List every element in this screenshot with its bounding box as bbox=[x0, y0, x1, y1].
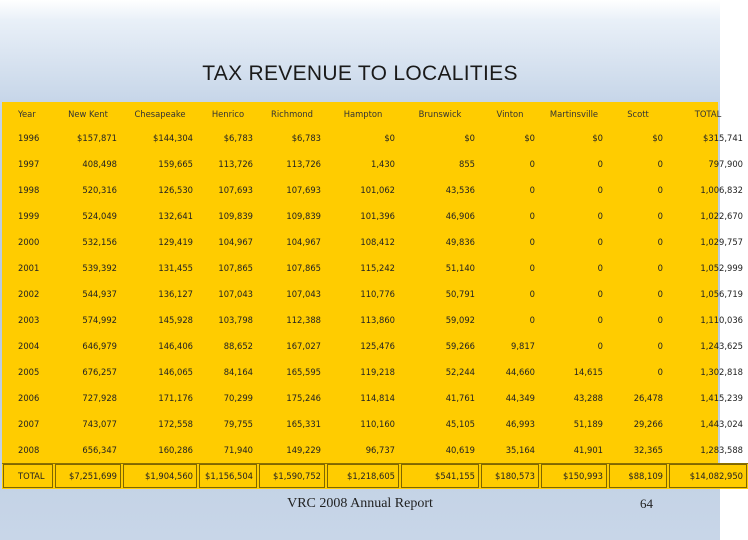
total-cell: $1,156,504 bbox=[198, 463, 258, 489]
table-cell: 26,478 bbox=[633, 393, 663, 403]
table-cell: 107,693 bbox=[286, 185, 321, 195]
column-header: Richmond bbox=[271, 108, 313, 119]
table-cell: 539,392 bbox=[82, 263, 117, 273]
table-cell: 797,900 bbox=[708, 159, 743, 169]
table-cell: 175,246 bbox=[286, 393, 321, 403]
table-row bbox=[2, 177, 748, 203]
table-cell: 103,798 bbox=[218, 315, 253, 325]
table-cell: 52,244 bbox=[445, 367, 475, 377]
table-cell: $6,783 bbox=[291, 133, 321, 143]
footer-text: VRC 2008 Annual Report bbox=[287, 496, 433, 511]
table-cell: 70,299 bbox=[223, 393, 253, 403]
table-cell: $0 bbox=[652, 133, 663, 143]
table-cell: 0 bbox=[657, 211, 663, 221]
table-cell: 0 bbox=[529, 315, 535, 325]
row-year: 2001 bbox=[18, 263, 40, 273]
table-cell: 172,558 bbox=[158, 419, 193, 429]
table-cell: 0 bbox=[597, 341, 603, 351]
total-row bbox=[2, 463, 748, 489]
table-cell: $144,304 bbox=[153, 133, 193, 143]
row-year: 2002 bbox=[18, 289, 40, 299]
table-cell: 44,349 bbox=[505, 393, 535, 403]
table-cell: 113,726 bbox=[218, 159, 253, 169]
table-cell: 656,347 bbox=[82, 444, 117, 455]
table-cell: 1,029,757 bbox=[700, 237, 743, 247]
table-cell: 0 bbox=[657, 159, 663, 169]
table-cell: 43,536 bbox=[445, 185, 475, 195]
total-cell: $88,109 bbox=[608, 463, 668, 489]
table-row bbox=[2, 255, 748, 281]
column-header: TOTAL bbox=[694, 108, 722, 119]
table-cell: 160,286 bbox=[158, 444, 193, 455]
table-cell: 50,791 bbox=[445, 289, 475, 299]
total-cell: $150,993 bbox=[540, 463, 608, 489]
table-cell: 41,761 bbox=[445, 393, 475, 403]
table-cell: 29,266 bbox=[633, 419, 663, 429]
total-cell: $7,251,699 bbox=[54, 463, 122, 489]
row-year: 2006 bbox=[18, 393, 40, 403]
table-cell: 727,928 bbox=[82, 393, 117, 403]
table-cell: 88,652 bbox=[223, 341, 253, 351]
column-header: Hampton bbox=[343, 108, 383, 119]
slide-title: TAX REVENUE TO LOCALITIES bbox=[202, 62, 518, 85]
table-cell: 40,619 bbox=[445, 444, 475, 455]
table-cell: 119,218 bbox=[360, 367, 395, 377]
table-cell: 136,127 bbox=[158, 289, 193, 299]
table-cell: 46,993 bbox=[505, 419, 535, 429]
table-cell: 43,288 bbox=[573, 393, 603, 403]
table-row bbox=[2, 281, 748, 307]
table-cell: 132,641 bbox=[158, 211, 193, 221]
table-cell: 0 bbox=[657, 237, 663, 247]
table-cell: 104,967 bbox=[286, 237, 321, 247]
column-header: Scott bbox=[627, 108, 649, 119]
table-cell: 1,302,818 bbox=[700, 367, 743, 377]
total-cell: $14,082,950 bbox=[668, 463, 748, 489]
table-cell: 574,992 bbox=[82, 315, 117, 325]
table-cell: 113,860 bbox=[360, 315, 395, 325]
table-cell: 167,027 bbox=[286, 341, 321, 351]
table-cell: 35,164 bbox=[505, 444, 535, 455]
table-cell: 1,056,719 bbox=[700, 289, 743, 299]
table-cell: 44,660 bbox=[505, 367, 535, 377]
table-cell: 84,164 bbox=[223, 367, 253, 377]
table-cell: 113,726 bbox=[286, 159, 321, 169]
table-cell: 59,092 bbox=[445, 315, 475, 325]
table-cell: 49,836 bbox=[445, 237, 475, 247]
row-year: 1998 bbox=[18, 185, 40, 195]
table-cell: 0 bbox=[657, 341, 663, 351]
table-cell: 520,316 bbox=[82, 185, 117, 195]
table-cell: 408,498 bbox=[82, 159, 117, 169]
table-row bbox=[2, 411, 748, 437]
total-cell: $1,590,752 bbox=[258, 463, 326, 489]
revenue-table-container bbox=[2, 102, 743, 482]
table-cell: $0 bbox=[524, 133, 535, 143]
table-cell: 14,615 bbox=[573, 367, 603, 377]
row-year: 2005 bbox=[18, 367, 40, 377]
table-cell: 112,388 bbox=[286, 315, 321, 325]
revenue-table bbox=[2, 102, 748, 489]
table-body bbox=[2, 125, 748, 489]
table-cell: 544,937 bbox=[82, 289, 117, 299]
table-cell: 0 bbox=[597, 315, 603, 325]
total-cell: $180,573 bbox=[480, 463, 540, 489]
table-cell: 1,110,036 bbox=[700, 315, 743, 325]
column-header: Vinton bbox=[496, 108, 524, 119]
table-header-row bbox=[2, 102, 748, 125]
total-cell: $1,218,605 bbox=[326, 463, 400, 489]
table-cell: 0 bbox=[597, 185, 603, 195]
table-cell: 171,176 bbox=[158, 393, 193, 403]
table-cell: 96,737 bbox=[365, 444, 395, 455]
table-cell: 0 bbox=[597, 159, 603, 169]
row-year: 1996 bbox=[18, 133, 40, 143]
table-cell: 0 bbox=[529, 237, 535, 247]
table-cell: 71,940 bbox=[223, 444, 253, 455]
table-cell: 149,229 bbox=[286, 444, 321, 455]
table-cell: 51,140 bbox=[445, 263, 475, 273]
table-cell: 107,693 bbox=[218, 185, 253, 195]
table-row bbox=[2, 125, 748, 151]
total-cell: $1,904,560 bbox=[122, 463, 198, 489]
table-cell: 524,049 bbox=[82, 211, 117, 221]
table-cell: 532,156 bbox=[82, 237, 117, 247]
table-cell: 646,979 bbox=[82, 341, 117, 351]
table-cell: $0 bbox=[464, 133, 475, 143]
table-cell: 145,928 bbox=[158, 315, 193, 325]
table-cell: 1,022,670 bbox=[700, 211, 743, 221]
table-cell: 855 bbox=[459, 159, 475, 169]
table-cell: 0 bbox=[529, 211, 535, 221]
column-header: Henrico bbox=[211, 108, 245, 119]
table-cell: 1,443,024 bbox=[700, 419, 743, 429]
table-cell: 165,331 bbox=[286, 419, 321, 429]
table-cell: 0 bbox=[597, 237, 603, 247]
table-cell: $0 bbox=[384, 133, 395, 143]
table-cell: 125,476 bbox=[360, 341, 395, 351]
total-cell: $541,155 bbox=[400, 463, 480, 489]
column-header: Chesapeake bbox=[134, 108, 186, 119]
table-cell: 101,396 bbox=[360, 211, 395, 221]
table-cell: 1,006,832 bbox=[700, 185, 743, 195]
table-cell: 115,242 bbox=[360, 263, 395, 273]
table-cell: 0 bbox=[597, 211, 603, 221]
table-cell: 159,665 bbox=[158, 159, 193, 169]
table-cell: $6,783 bbox=[223, 133, 253, 143]
table-cell: 1,430 bbox=[371, 159, 395, 169]
table-cell: $0 bbox=[592, 133, 603, 143]
table-cell: 0 bbox=[529, 289, 535, 299]
table-cell: 32,365 bbox=[633, 444, 663, 455]
table-cell: 676,257 bbox=[82, 367, 117, 377]
table-cell: 101,062 bbox=[360, 185, 395, 195]
row-year: 1999 bbox=[18, 211, 40, 221]
row-year: 2007 bbox=[18, 419, 40, 429]
table-row bbox=[2, 229, 748, 255]
table-cell: 1,243,625 bbox=[700, 341, 743, 351]
table-cell: 0 bbox=[529, 159, 535, 169]
row-year: 2004 bbox=[18, 341, 40, 351]
table-cell: 1,052,999 bbox=[700, 263, 743, 273]
table-cell: 79,755 bbox=[223, 419, 253, 429]
table-cell: 0 bbox=[529, 263, 535, 273]
table-cell: 110,776 bbox=[360, 289, 395, 299]
table-cell: 0 bbox=[657, 185, 663, 195]
table-row bbox=[2, 151, 748, 177]
table-cell: 131,455 bbox=[158, 263, 193, 273]
total-label: TOTAL bbox=[2, 463, 54, 489]
table-cell: 107,043 bbox=[286, 289, 321, 299]
table-cell: 9,817 bbox=[511, 341, 535, 351]
column-header: Brunswick bbox=[418, 108, 462, 119]
table-cell: 59,266 bbox=[445, 341, 475, 351]
table-cell: 0 bbox=[657, 315, 663, 325]
table-cell: 1,415,239 bbox=[700, 393, 743, 403]
table-cell: 0 bbox=[597, 263, 603, 273]
row-year: 2003 bbox=[18, 315, 40, 325]
page-number: 64 bbox=[640, 496, 653, 511]
column-header: New Kent bbox=[68, 108, 108, 119]
row-year: 2000 bbox=[18, 237, 40, 247]
table-cell: 46,906 bbox=[445, 211, 475, 221]
table-cell: 51,189 bbox=[573, 419, 603, 429]
table-row bbox=[2, 437, 748, 463]
table-cell: 108,412 bbox=[360, 237, 395, 247]
table-cell: 0 bbox=[529, 185, 535, 195]
table-cell: $157,871 bbox=[77, 133, 117, 143]
table-cell: 110,160 bbox=[360, 419, 395, 429]
table-cell: 107,043 bbox=[218, 289, 253, 299]
table-cell: 146,065 bbox=[158, 367, 193, 377]
table-cell: 109,839 bbox=[218, 211, 253, 221]
table-row bbox=[2, 203, 748, 229]
table-cell: 114,814 bbox=[360, 393, 395, 403]
table-cell: 0 bbox=[597, 289, 603, 299]
row-year: 2008 bbox=[18, 444, 40, 455]
table-cell: 0 bbox=[657, 289, 663, 299]
table-cell: $315,741 bbox=[703, 133, 743, 143]
table-cell: 109,839 bbox=[286, 211, 321, 221]
table-row bbox=[2, 333, 748, 359]
table-cell: 743,077 bbox=[82, 419, 117, 429]
table-cell: 41,901 bbox=[573, 444, 603, 455]
table-cell: 165,595 bbox=[286, 367, 321, 377]
table-row bbox=[2, 359, 748, 385]
table-cell: 104,967 bbox=[218, 237, 253, 247]
table-cell: 0 bbox=[657, 367, 663, 377]
column-header: Martinsville bbox=[549, 108, 599, 119]
table-row bbox=[2, 385, 748, 411]
row-year: 1997 bbox=[18, 159, 40, 169]
table-cell: 107,865 bbox=[218, 263, 253, 273]
table-cell: 45,105 bbox=[445, 419, 475, 429]
table-row bbox=[2, 307, 748, 333]
table-cell: 126,530 bbox=[158, 185, 193, 195]
table-cell: 107,865 bbox=[286, 263, 321, 273]
column-header: Year bbox=[18, 108, 36, 119]
table-cell: 129,419 bbox=[158, 237, 193, 247]
table-cell: 1,283,588 bbox=[700, 444, 743, 455]
table-cell: 0 bbox=[657, 263, 663, 273]
table-cell: 146,406 bbox=[158, 341, 193, 351]
